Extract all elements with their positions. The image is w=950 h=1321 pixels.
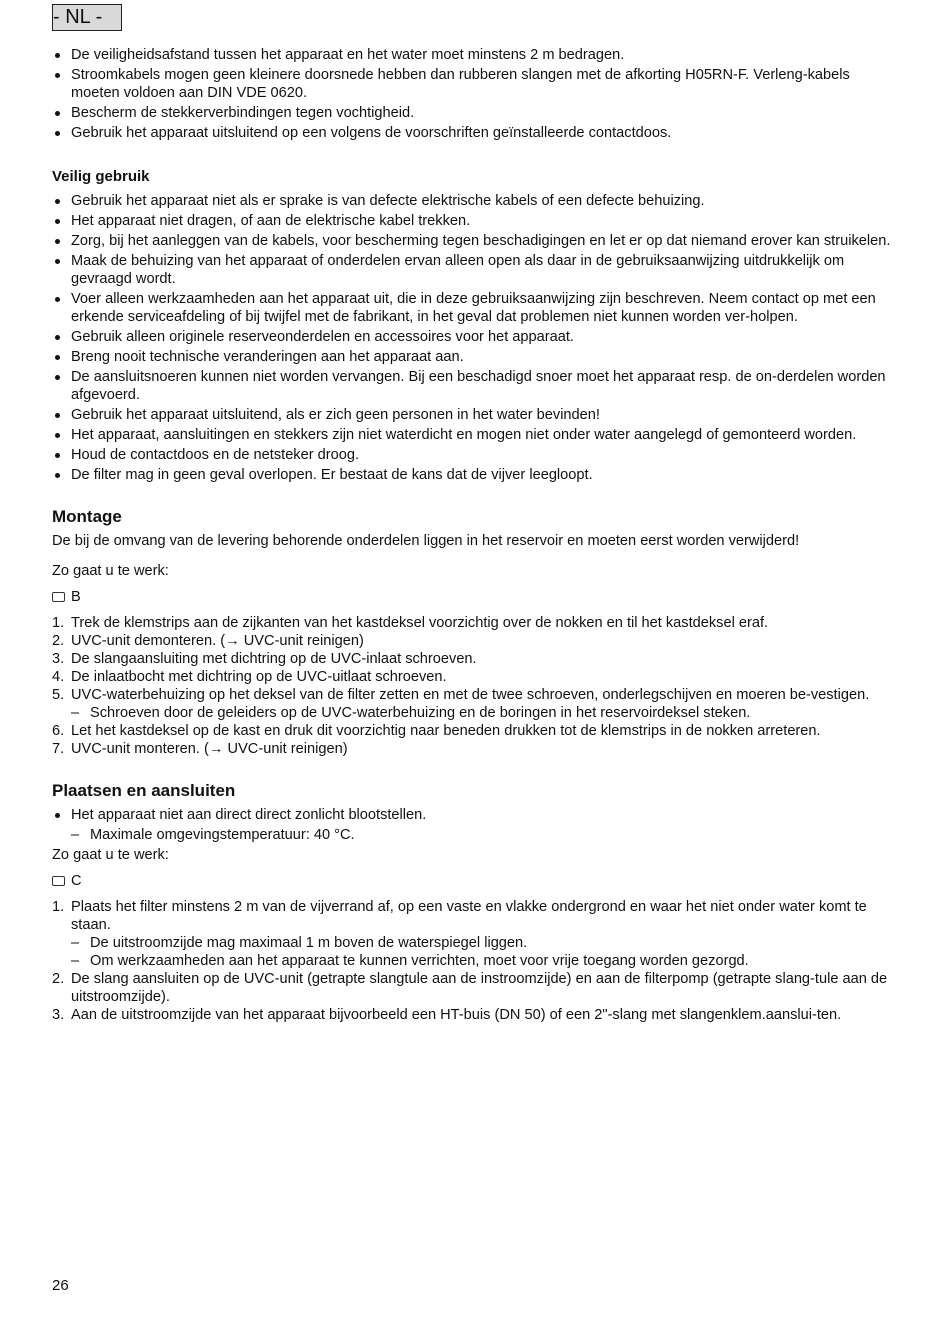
step-text: De inlaatbocht met dichtring op de UVC-uitlaat schroeven. <box>71 669 447 685</box>
step-number: 1. <box>52 615 65 631</box>
list-item: De veiligheidsafstand tussen het apparaat en het water moet minstens 2 m bedragen. <box>52 46 894 64</box>
bullet-substep: – Maximale omgevingstemperatuur: 40 °C. <box>52 826 894 844</box>
intro-bullet-list <box>52 46 894 142</box>
step-text: Let het kastdeksel op de kast en druk dit voorzichtig naar beneden drukken tot de klemstrips in de nokken arreteren. <box>71 723 821 739</box>
step-item <box>52 650 894 668</box>
step-number: 3. <box>52 1007 65 1023</box>
step-item <box>52 740 894 758</box>
list-item: Houd de contactdoos en de netsteker droog. <box>52 446 894 464</box>
step-substep <box>52 952 894 970</box>
figure-icon <box>52 876 65 886</box>
step-substep <box>52 704 894 722</box>
list-item: Het apparaat niet dragen, of aan de elektrische kabel trekken. <box>52 212 894 230</box>
page-number: 26 <box>52 1277 69 1294</box>
veilig-bullet-list <box>52 192 894 484</box>
list-item: Zorg, bij het aanleggen van de kabels, voor bescherming tegen beschadigingen en let er op dat niemand erover kan struikelen. <box>52 232 894 250</box>
montage-intro: De bij de omvang van de levering behorende onderdelen liggen in het reservoir en moeten eerst worden verwijderd! <box>52 533 800 549</box>
figure-reference <box>52 588 894 606</box>
list-item: Gebruik het apparaat niet als er sprake is van defecte elektrische kabels of een defecte behuizing. <box>52 192 894 210</box>
list-item: Gebruik het apparaat uitsluitend op een volgens de voorschriften geïnstalleerde contactdoos. <box>52 124 894 142</box>
plaatsen-steps <box>52 898 894 1024</box>
step-item <box>52 898 894 934</box>
step-item <box>52 970 894 1006</box>
list-item: Gebruik alleen originele reserveonderdelen en accessoires voor het apparaat. <box>52 328 894 346</box>
list-item: Bescherm de stekkerverbindingen tegen vochtigheid. <box>52 104 894 122</box>
step-item <box>52 632 894 650</box>
section-heading-plaatsen: Plaatsen en aansluiten <box>52 781 236 800</box>
list-item: Het apparaat, aansluitingen en stekkers zijn niet waterdicht en mogen niet onder water aangelegd of gemonteerd worden. <box>52 426 894 444</box>
figure-label: C <box>71 873 82 889</box>
step-substep <box>52 934 894 952</box>
step-number: 2. <box>52 633 65 649</box>
step-item <box>52 1006 894 1024</box>
step-text: Trek de klemstrips aan de zijkanten van het kastdeksel voorzichtig over de nokken en til het kastdeksel eraf. <box>71 615 769 631</box>
page-content <box>52 46 894 1024</box>
step-item <box>52 686 894 704</box>
step-number: 3. <box>52 651 65 667</box>
step-text: UVC-unit demonteren. (→ UVC-unit reinigen) <box>71 633 364 649</box>
step-text: De slangaansluiting met dichtring op de UVC-inlaat schroeven. <box>71 651 477 667</box>
section-heading-veilig-gebruik: Veilig gebruik <box>52 168 150 185</box>
substep-text: – Om werkzaamheden aan het apparaat te kunnen verrichten, moet voor vrije toegang worden gezorgd. <box>52 952 894 970</box>
list-item: Stroomkabels mogen geen kleinere doorsnede hebben dan rubberen slangen met de afkorting H05RN-F. Verleng-kabels moeten voldoen aan DIN VDE 0620. <box>52 66 894 102</box>
substep-text: – De uitstroomzijde mag maximaal 1 m boven de waterspiegel liggen. <box>52 934 894 952</box>
step-item <box>52 668 894 686</box>
figure-label: B <box>71 589 81 605</box>
list-item: Breng nooit technische veranderingen aan het apparaat aan. <box>52 348 894 366</box>
list-item: De aansluitsnoeren kunnen niet worden vervangen. Bij een beschadigd snoer moet het apparaat resp. de on-derdelen worden afgevoerd. <box>52 368 894 404</box>
section-heading-montage: Montage <box>52 507 122 526</box>
list-item: Maak de behuizing van het apparaat of onderdelen ervan alleen open als daar in de gebruiksaanwijzing uitdrukkelijk om gevraagd wordt. <box>52 252 894 288</box>
step-number: 1. <box>52 899 65 915</box>
step-text: Aan de uitstroomzijde van het apparaat bijvoorbeeld een HT-buis (DN 50) of een 2"-slang met slangenklem.aanslui-ten. <box>71 1007 842 1023</box>
list-item: Gebruik het apparaat uitsluitend, als er zich geen personen in het water bevinden! <box>52 406 894 424</box>
step-number: 4. <box>52 669 65 685</box>
step-number: 7. <box>52 741 65 757</box>
montage-procedure-label: Zo gaat u te werk: <box>52 563 169 579</box>
plaatsen-bullet-list <box>52 806 894 824</box>
step-text: UVC-unit monteren. (→ UVC-unit reinigen) <box>71 741 348 757</box>
step-number: 2. <box>52 971 65 987</box>
step-item <box>52 614 894 632</box>
step-text: De slang aansluiten op de UVC-unit (getrapte slangtule aan de instroomzijde) en aan de filterpomp (getrapte slang-tule aan de uitstroomzijde). <box>71 971 888 1005</box>
step-number: 5. <box>52 687 65 703</box>
list-item: Het apparaat niet aan direct direct zonlicht blootstellen. <box>52 806 894 824</box>
substep-text: – Schroeven door de geleiders op de UVC-waterbehuizing en de boringen in het reservoirdeksel steken. <box>52 704 894 722</box>
step-number: 6. <box>52 723 65 739</box>
montage-steps <box>52 614 894 758</box>
plaatsen-procedure-label: Zo gaat u te werk: <box>52 847 169 863</box>
figure-reference <box>52 872 894 890</box>
figure-icon <box>52 592 65 602</box>
list-item: Voer alleen werkzaamheden aan het apparaat uit, die in deze gebruiksaanwijzing zijn beschreven. Neem contact op met een erkende serviceafdeling of bij twijfel met de fabrikant, in het geval dat problemen niet kunnen worden ver-holpen. <box>52 290 894 326</box>
language-tag: - NL - <box>52 4 122 31</box>
step-item <box>52 722 894 740</box>
list-item: De filter mag in geen geval overlopen. Er bestaat de kans dat de vijver leegloopt. <box>52 466 894 484</box>
step-text: UVC-waterbehuizing op het deksel van de filter zetten en met de twee schroeven, onderlegschijven en moeren be-vestigen. <box>71 687 870 703</box>
step-text: Plaats het filter minstens 2 m van de vijverrand af, op een vaste en vlakke ondergrond en waar het niet onder water komt te staan. <box>71 899 867 933</box>
